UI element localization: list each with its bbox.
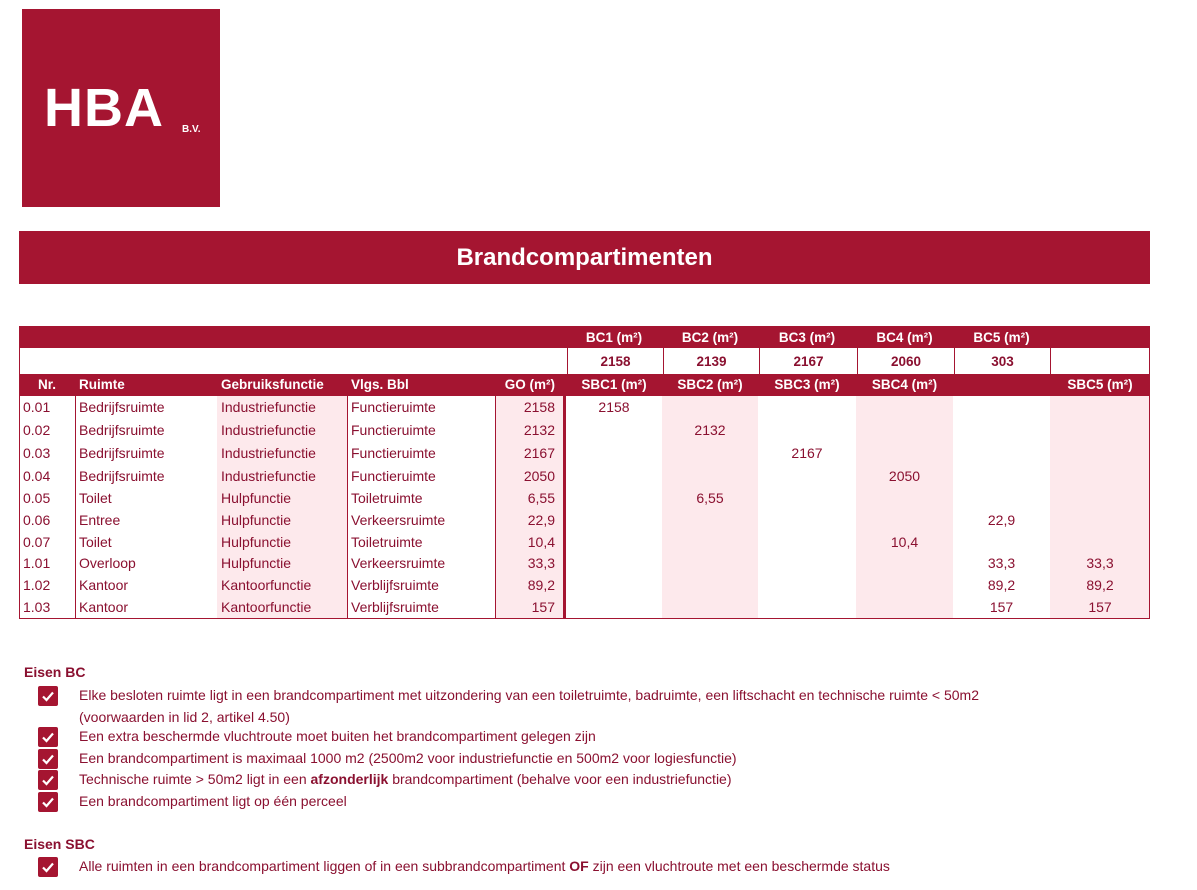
- checkbox-checked-icon[interactable]: [38, 857, 58, 877]
- table-row: [19, 442, 1150, 464]
- bc5-header: BC5 (m²): [953, 326, 1050, 348]
- cell-bbl: Verblijfsruimte: [351, 599, 439, 615]
- cell-functie: Industriefunctie: [221, 399, 316, 415]
- table-row: [19, 419, 1150, 441]
- table-row: [19, 509, 1150, 531]
- cell-sbc3: [758, 419, 856, 441]
- cell-bc5: 22,9: [987, 512, 1016, 528]
- col-gebruiksfunctie: Gebruiksfunctie: [217, 374, 347, 396]
- cell-functie: Hulpfunctie: [221, 490, 292, 506]
- table-row: [19, 396, 1150, 418]
- cell-sbc4: [856, 596, 953, 618]
- cell-go: 2050: [523, 468, 555, 484]
- cell-sbc5: 33,3: [1086, 555, 1114, 571]
- cell-sbc5: [1050, 509, 1150, 531]
- eisen-bc-item: [38, 684, 1138, 728]
- cell-go: 89,2: [527, 577, 555, 593]
- cell-sbc5: [1050, 465, 1150, 487]
- cell-bbl: Functieruimte: [351, 468, 436, 484]
- table-bottom-border: [19, 618, 1150, 619]
- cell-sbc3: [758, 596, 856, 618]
- requirement-text: Een brandcompartiment ligt op één perceel: [79, 793, 347, 809]
- cell-go: 157: [531, 599, 555, 615]
- bc5-total: 303: [954, 348, 1051, 374]
- cell-sbc1: [566, 552, 662, 574]
- cell-ruimte: Toilet: [79, 490, 112, 506]
- cell-nr: 0.06: [23, 512, 51, 528]
- bc1-total: 2158: [567, 348, 663, 374]
- requirement-text: Alle ruimten in een brandcompartiment liggen of in een subbrandcompartiment OF zijn een vluchtroute met een beschermde status: [79, 858, 890, 874]
- cell-sbc1: [566, 531, 662, 553]
- col-sbc4: SBC4 (m²): [856, 374, 953, 396]
- cell-sbc4: 2050: [888, 468, 921, 484]
- cell-functie: Hulpfunctie: [221, 512, 292, 528]
- cell-nr: 1.03: [23, 599, 51, 615]
- cell-bc5: [953, 419, 1050, 441]
- cell-sbc1: [566, 596, 662, 618]
- requirement-text: Elke besloten ruimte ligt in een brandcompartiment met uitzondering van een toiletruimte, badruimte, een liftschacht en technische ruimte < 50m2 (voorwaarden in lid 2, artikel 4.50): [79, 687, 979, 725]
- cell-bc5: [953, 487, 1050, 509]
- eisen-bc-item: [38, 747, 1138, 769]
- cell-go: 22,9: [527, 512, 555, 528]
- cell-sbc5: [1050, 419, 1150, 441]
- eisen-bc-item: [38, 790, 1138, 812]
- cell-nr: 0.01: [23, 399, 51, 415]
- cell-bc5: [953, 442, 1050, 464]
- checkbox-checked-icon[interactable]: [38, 686, 58, 706]
- cell-bc5: [953, 465, 1050, 487]
- eisen-bc-title: Eisen BC: [24, 664, 86, 680]
- checkbox-checked-icon[interactable]: [38, 749, 58, 769]
- col-go: GO (m²): [495, 374, 563, 396]
- cell-sbc1: [566, 509, 662, 531]
- cell-sbc1: [566, 442, 662, 464]
- table-row: [19, 531, 1150, 553]
- cell-sbc1: [566, 419, 662, 441]
- cell-sbc2: [662, 442, 758, 464]
- checkbox-checked-icon[interactable]: [38, 770, 58, 790]
- cell-sbc2: [662, 465, 758, 487]
- cell-bbl: Functieruimte: [351, 399, 436, 415]
- col-vlgs-bbl: Vlgs. Bbl: [347, 374, 495, 396]
- eisen-sbc-title: Eisen SBC: [24, 836, 95, 852]
- cell-go: 2167: [523, 445, 555, 461]
- table-row: [19, 596, 1150, 618]
- cell-nr: 0.03: [23, 445, 51, 461]
- cell-functie: Hulpfunctie: [221, 555, 292, 571]
- cell-go: 10,4: [527, 534, 555, 550]
- requirement-text: Een extra beschermde vluchtroute moet buiten het brandcompartiment gelegen zijn: [79, 728, 596, 744]
- cell-sbc2: [662, 596, 758, 618]
- bc4-header: BC4 (m²): [856, 326, 953, 348]
- cell-sbc2: [662, 531, 758, 553]
- cell-sbc5: 89,2: [1086, 577, 1114, 593]
- bc3-header: BC3 (m²): [758, 326, 856, 348]
- cell-bbl: Functieruimte: [351, 445, 436, 461]
- bc4-total: 2060: [857, 348, 954, 374]
- cell-sbc3: [758, 531, 856, 553]
- bc3-total: 2167: [759, 348, 857, 374]
- cell-sbc3: [758, 574, 856, 596]
- cell-sbc2: [662, 552, 758, 574]
- cell-functie: Kantoorfunctie: [221, 577, 312, 593]
- cell-ruimte: Overloop: [79, 555, 136, 571]
- cell-sbc4: [856, 442, 953, 464]
- column-header-row: [19, 374, 1150, 396]
- cell-nr: 1.02: [23, 577, 51, 593]
- bc1-header: BC1 (m²): [566, 326, 662, 348]
- cell-sbc4: [856, 509, 953, 531]
- cell-ruimte: Kantoor: [79, 599, 129, 615]
- cell-bbl: Toiletruimte: [351, 534, 423, 550]
- cell-sbc4: [856, 487, 953, 509]
- cell-sbc4: [856, 419, 953, 441]
- cell-nr: 0.02: [23, 422, 51, 438]
- cell-ruimte: Toilet: [79, 534, 112, 550]
- cell-ruimte: Bedrijfsruimte: [79, 422, 165, 438]
- cell-functie: Industriefunctie: [221, 445, 316, 461]
- col-ruimte: Ruimte: [75, 374, 217, 396]
- requirement-text: Een brandcompartiment is maximaal 1000 m2 (2500m2 voor industriefunctie en 500m2 voor logiesfunctie): [79, 750, 737, 766]
- col-sbc5: SBC5 (m²): [1050, 374, 1150, 396]
- cell-bc5: [953, 396, 1050, 418]
- cell-bbl: Toiletruimte: [351, 490, 423, 506]
- page-title-banner: Brandcompartimenten: [19, 231, 1150, 284]
- bc-header-row: [19, 326, 1150, 348]
- cell-bbl: Verblijfsruimte: [351, 577, 439, 593]
- cell-sbc5: 157: [1088, 599, 1112, 615]
- cell-sbc2: [662, 509, 758, 531]
- cell-sbc2: [662, 396, 758, 418]
- cell-functie: Industriefunctie: [221, 422, 316, 438]
- cell-go: 2132: [523, 422, 555, 438]
- cell-sbc3: [758, 465, 856, 487]
- cell-sbc4: 10,4: [890, 534, 919, 550]
- table-row: [19, 465, 1150, 487]
- cell-sbc1: [566, 487, 662, 509]
- cell-sbc4: [856, 574, 953, 596]
- cell-sbc4: [856, 552, 953, 574]
- cell-sbc3: [758, 487, 856, 509]
- cell-sbc1: [566, 574, 662, 596]
- bc2-header: BC2 (m²): [662, 326, 758, 348]
- table-row: [19, 487, 1150, 509]
- logo-suffix: B.V.: [182, 124, 201, 135]
- cell-bbl: Verkeersruimte: [351, 555, 446, 571]
- cell-go: 2158: [523, 399, 555, 415]
- cell-sbc1: 2158: [598, 399, 630, 415]
- cell-bc5: 89,2: [987, 577, 1016, 593]
- cell-sbc4: [856, 396, 953, 418]
- cell-go: 6,55: [527, 490, 555, 506]
- cell-sbc5: [1050, 396, 1150, 418]
- requirement-text: Technische ruimte > 50m2 ligt in een afzonderlijk brandcompartiment (behalve voor een industriefunctie): [79, 771, 732, 787]
- table-row: [19, 574, 1150, 596]
- col-sbc3: SBC3 (m²): [758, 374, 856, 396]
- cell-sbc5: [1050, 531, 1150, 553]
- cell-bbl: Verkeersruimte: [351, 512, 446, 528]
- cell-functie: Hulpfunctie: [221, 534, 292, 550]
- cell-sbc2: 6,55: [696, 490, 724, 506]
- cell-sbc1: [566, 465, 662, 487]
- cell-sbc3: [758, 552, 856, 574]
- cell-sbc3: 2167: [791, 445, 823, 461]
- cell-ruimte: Kantoor: [79, 577, 129, 593]
- cell-bc5: [953, 531, 1050, 553]
- cell-ruimte: Entree: [79, 512, 121, 528]
- cell-sbc5: [1050, 487, 1150, 509]
- table-row: [19, 552, 1150, 574]
- cell-sbc2: 2132: [694, 422, 726, 438]
- logo-name: HBA: [44, 78, 164, 138]
- cell-sbc2: [662, 574, 758, 596]
- cell-ruimte: Bedrijfsruimte: [79, 399, 165, 415]
- bc-totals-row: [19, 348, 1150, 374]
- cell-bc5: 33,3: [987, 555, 1016, 571]
- col-nr: Nr.: [19, 374, 75, 396]
- checkbox-checked-icon[interactable]: [38, 727, 58, 747]
- cell-nr: 1.01: [23, 555, 51, 571]
- eisen-bc-item: [38, 768, 1138, 790]
- cell-nr: 0.05: [23, 490, 51, 506]
- cell-ruimte: Bedrijfsruimte: [79, 468, 165, 484]
- cell-sbc5: [1050, 442, 1150, 464]
- cell-sbc3: [758, 396, 856, 418]
- cell-functie: Kantoorfunctie: [221, 599, 312, 615]
- company-logo: [22, 9, 220, 207]
- cell-ruimte: Bedrijfsruimte: [79, 445, 165, 461]
- cell-functie: Industriefunctie: [221, 468, 316, 484]
- eisen-sbc-item: [38, 855, 1138, 877]
- cell-nr: 0.04: [23, 468, 51, 484]
- cell-go: 33,3: [527, 555, 555, 571]
- cell-sbc3: [758, 509, 856, 531]
- cell-nr: 0.07: [23, 534, 51, 550]
- col-sbc1: SBC1 (m²): [566, 374, 662, 396]
- checkbox-checked-icon[interactable]: [38, 792, 58, 812]
- eisen-bc-item: [38, 725, 1138, 747]
- bc2-total: 2139: [663, 348, 759, 374]
- cell-bc5: 157: [989, 599, 1014, 615]
- col-sbc2: SBC2 (m²): [662, 374, 758, 396]
- cell-bbl: Functieruimte: [351, 422, 436, 438]
